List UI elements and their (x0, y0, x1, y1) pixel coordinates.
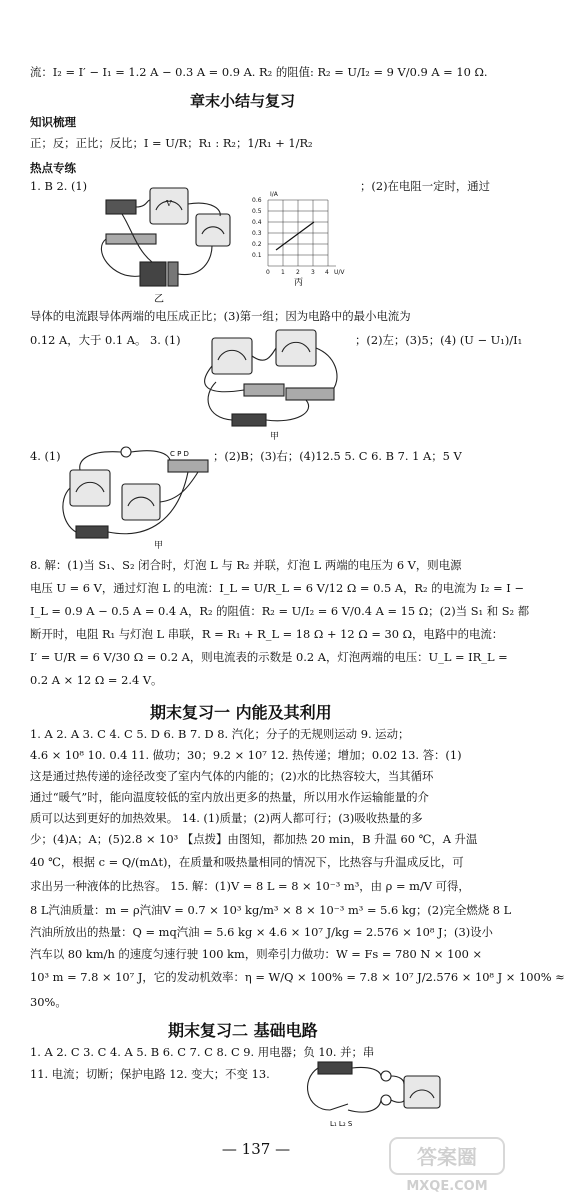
circuit-diagram-q4 (58, 440, 218, 552)
page-number: — 137 — (221, 1140, 291, 1158)
ytick-5: 0.6 (252, 197, 262, 204)
q3-tail: ；(2)左；(3)5；(4) (U − U₁)/I₁ (355, 333, 523, 347)
review1-line-2: 4.6 × 10⁸ 10. 0.4 11. 做功；30；9.2 × 10⁷ 12. 热传递；增加；0.02 13. 答：(1) (30, 748, 462, 762)
graph-ylabel: I/A (270, 191, 278, 198)
q8-line-1: 8. 解：(1)当 S₁、S₂ 闭合时，灯泡 L 与 R₂ 并联，灯泡 L 两端的电压为 6 V，则电源 (30, 558, 462, 572)
ytick-4: 0.5 (252, 208, 262, 215)
xtick-0: 0 (266, 269, 270, 276)
review1-line-7: 40 ℃，根据 c = Q/(mΔt)，在质量和吸热量相同的情况下，比热容与升温成反比，可 (30, 855, 464, 869)
knowledge-label: 知识梳理 (30, 115, 76, 129)
review1-line-12: 10³ m = 7.8 × 10⁷ J，它的发动机效率：η = W/Q × 100% = 7.8 × 10⁷ J/2.576 × 10⁸ J × 100% ≈ (30, 970, 565, 984)
ytick-1: 0.2 (252, 241, 262, 248)
section-heading-summary: 章末小结与复习 (190, 92, 296, 110)
knowledge-answers: 正；反；正比；反比；I = U/R；R₁ : R₂；1/R₁ + 1/R₂ (30, 136, 313, 150)
circuit-diagram-yi (92, 180, 242, 305)
q8-line-5: I′ = U/R = 6 V/30 Ω = 0.2 A，则电流表的示数是 0.2 A，灯泡两端的电压：U_L = IR_L = (30, 650, 508, 664)
graph-caption: 丙 (294, 278, 304, 288)
slider-labels: C P D (170, 450, 189, 458)
review1-line-1: 1. A 2. A 3. C 4. C 5. D 6. B 7. D 8. 汽化；分子的无规则运动 9. 运动； (30, 727, 410, 741)
svg-text:V: V (166, 199, 172, 208)
review1-line-5: 质可以达到更好的加热效果。 14. (1)质量；(2)两人都可行；(3)吸收热量的多 (30, 811, 423, 825)
review1-line-3: 这是通过热传递的途径改变了室内气体的内能的；(2)水的比热容较大，当其循环 (30, 769, 434, 783)
review1-line-4: 通过“暖气”时，能向温度较低的室内放出更多的热量，所以用水作运输能量的介 (30, 790, 429, 804)
review1-line-13: 30%。 (30, 995, 67, 1009)
circuit-diagram-q3 (196, 326, 351, 444)
xtick-3: 3 (311, 269, 315, 276)
section-heading-review1: 期末复习一 内能及其利用 (150, 703, 332, 722)
ytick-2: 0.3 (252, 230, 262, 237)
review1-line-8: 求出另一种液体的比热容。 15. 解：(1)V = 8 L = 8 × 10⁻³ m³，由 ρ = m/V 可得， (30, 879, 470, 893)
xtick-4: 4 (325, 269, 329, 276)
review1-line-9: 8 L汽油质量：m = ρ汽油V = 0.7 × 10³ kg/m³ × 8 × 10⁻³ m³ = 5.6 kg；(2)完全燃烧 8 L (30, 903, 512, 917)
q1-tail: ；(2)在电阻一定时，通过 (360, 179, 491, 193)
review2-line-2: 11. 电流；切断；保护电路 12. 变大；不变 13. (30, 1067, 270, 1081)
q3-line: 0.12 A，大于 0.1 A。 3. (1) (30, 333, 181, 347)
ytick-0: 0.1 (252, 252, 262, 259)
fig-caption-q4: 甲 (154, 541, 164, 551)
q8-line-4: 断开时，电阻 R₁ 与灯泡 L 串联，R = R₁ + R_L = 18 Ω + 12 Ω = 30 Ω，电路中的电流： (30, 627, 504, 641)
fig-caption-yi: 乙 (154, 294, 164, 305)
xtick-2: 2 (296, 269, 300, 276)
graph-xlabel: U/V (334, 269, 345, 276)
iv-line (276, 222, 314, 250)
circuit-diagram-q13 (300, 1060, 450, 1136)
review1-line-10: 汽油所放出的热量：Q = mq汽油 = 5.6 kg × 4.6 × 10⁷ J/kg = 2.576 × 10⁸ J；(3)设小 (30, 925, 493, 939)
ytick-3: 0.4 (252, 219, 262, 226)
review1-line-6: 少；(4)A；A；(5)2.8 × 10³ 【点拨】由图知，都加热 20 min，B 升温 60 ℃，A 升温 (30, 832, 478, 846)
q4-line: 4. (1) (30, 449, 61, 463)
iv-graph-bing (248, 188, 353, 288)
section-heading-review2: 期末复习二 基础电路 (168, 1021, 318, 1040)
q2-line-2: 导体的电流跟导体两端的电压成正比；(3)第一组；因为电路中的最小电流为 (30, 309, 411, 323)
watermark-url: MXQE.COM (406, 1179, 488, 1194)
top-line: 流：I₂ = I′ − I₁ = 1.2 A − 0.3 A = 0.9 A. R₂ 的阻值: R₂ = U/I₂ = 9 V/0.9 A = 10 Ω. (30, 65, 488, 79)
q8-line-2: 电压 U = 6 V，通过灯泡 L 的电流：I_L = U/R_L = 6 V/12 Ω = 0.5 A，R₂ 的电流为 I₂ = I − (30, 581, 524, 595)
review2-line-1: 1. A 2. C 3. C 4. A 5. B 6. C 7. C 8. C 9. 用电器；负 10. 并；串 (30, 1045, 375, 1059)
watermark-badge-icon (388, 1136, 506, 1194)
hot-practice-label: 热点专练 (30, 161, 76, 175)
q4-tail: ；(2)B；(3)右；(4)12.5 5. C 6. B 7. 1 A；5 V (213, 449, 462, 463)
q8-line-3: I_L = 0.9 A − 0.5 A = 0.4 A，R₂ 的阻值：R₂ = U/I₂ = 6 V/0.4 A = 15 Ω；(2)当 S₁ 和 S₂ 都 (30, 604, 530, 618)
xtick-1: 1 (281, 269, 285, 276)
q1-line: 1. B 2. (1) (30, 179, 88, 193)
watermark-logo (388, 1136, 506, 1194)
q8-line-6: 0.2 A × 12 Ω = 2.4 V。 (30, 673, 163, 687)
watermark-text: 答案圈 (417, 1145, 477, 1169)
q13-labels: L₁ L₂ S (330, 1120, 353, 1128)
fig-caption-q3: 甲 (270, 432, 280, 442)
review1-line-11: 汽车以 80 km/h 的速度匀速行驶 100 km，则牵引力做功：W = Fs = 780 N × 100 × (30, 947, 483, 961)
